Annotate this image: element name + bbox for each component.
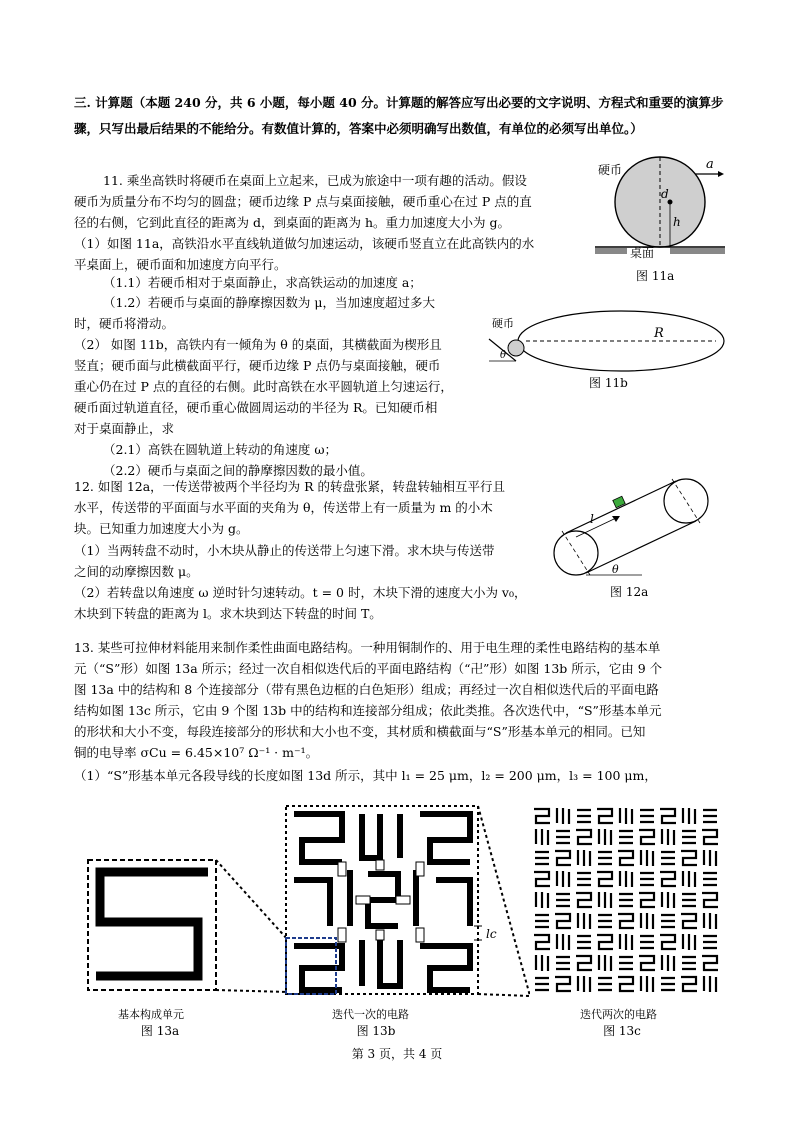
section-heading: 三. 计算题（本题 240 分，共 6 小题，每小题 40 分。计算题的解答应写出必要的文字说明、方程式和重要的演算步骤，只写出最后结果的不能给分。有数值计算的，答案中必须明确写出数值，有单位的必须写出单位。） <box>74 95 724 136</box>
fig11b-R-label: R <box>654 326 664 341</box>
fig12a-caption: 图 12a <box>610 585 649 599</box>
q13-line-5: 的形状和大小不变，每段连接部分的形状和大小也不变，其材质和横截面与“S”形基本单元的相同。已知 <box>74 724 646 739</box>
figure-11a <box>590 150 730 290</box>
q12-line-5: 之间的动摩擦因数 μ。 <box>74 564 199 579</box>
q13-line-3: 图 13a 中的结构和 8 个连接部分（带有黑色边框的白色矩形）组成；再经过一次自相似迭代后的平面电路 <box>74 682 659 697</box>
q11-part2-c: 重心仍在过 P 点的直径的右侧。此时高铁在水平圆轨道上匀速运行， <box>74 379 453 394</box>
q11-part1-a: （1）如图 11a，高铁沿水平直线轨道做匀加速运动，该硬币竖直立在此高铁内的水 <box>74 236 535 251</box>
fig11a-h-label: h <box>673 215 681 229</box>
fig11b-theta-label: θ <box>500 350 507 361</box>
fig11a-table-label: 桌面 <box>630 246 655 260</box>
q11-part12-b: 时，硬币将滑动。 <box>74 316 175 331</box>
fig11a-a-label: a <box>706 157 714 172</box>
fig12a-l-label: l <box>590 512 594 526</box>
q11-part11: （1.1）若硬币相对于桌面静止，求高铁运动的加速度 a； <box>103 275 422 290</box>
fig13a-label: 基本构成单元 <box>118 1008 184 1021</box>
fig12a-theta-label: θ <box>612 563 619 576</box>
q12-line-7: 木块到下转盘的距离为 l。求木块到达下转盘的时间 T。 <box>74 606 382 621</box>
q13-line-4: 结构如图 13c 所示，它由 9 个图 13b 中的结构和连接部分组成；依此类推。各次迭代中，“S”形基本单元 <box>74 703 662 718</box>
fig12a-belt-bottom <box>586 521 696 573</box>
figure-11b <box>486 305 736 395</box>
q13-line-6: 铜的电导率 σCu = 6.45×10⁷ Ω⁻¹ · m⁻¹。 <box>74 745 319 760</box>
q12-line-4: （1）当两转盘不动时，小木块从静止的传送带上匀速下滑。求木块与传送带 <box>74 543 495 558</box>
q13-line-1: 13. 某些可拉伸材料能用来制作柔性曲面电路结构。一种用铜制作的、用于电生理的柔性电路结构的基本单 <box>74 640 661 655</box>
q13-line-2: 元（“S”形）如图 13a 所示；经过一次自相似迭代后的平面电路结构（“卍”形）如图 13b 所示，它由 9 个 <box>74 661 663 676</box>
figure-12a <box>542 475 722 600</box>
fig12a-upper-pulley <box>664 479 708 523</box>
fig12a-lower-pulley <box>554 531 598 575</box>
q11-part2-b: 竖直；硬币面与此横截面平行，硬币边缘 P 点仍与桌面接触，硬币 <box>74 358 441 373</box>
fig13c-label: 迭代两次的电路 <box>580 1008 657 1021</box>
q12-line-3: 块。已知重力加速度大小为 g。 <box>74 521 249 536</box>
q11-intro-2: 硬币为质量分布不均匀的圆盘；硬币边缘 P 点与桌面接触，硬币重心在过 P 点的直 <box>74 194 532 209</box>
q11-part21: （2.1）高铁在圆轨道上转动的角速度 ω； <box>103 442 338 457</box>
page-footer: 第 3 页，共 4 页 <box>351 1047 443 1061</box>
fig11b-coin <box>508 340 524 356</box>
fig11a-coin-label: 硬币 <box>598 163 623 177</box>
q11-intro-3: 径的右侧，它到此直径的距离为 d，到桌面的距离为 h。重力加速度大小为 g。 <box>74 215 510 230</box>
fig11a-d-label: d <box>661 187 669 201</box>
fig11b-coin-label: 硬币 <box>492 317 514 330</box>
fig13c-caption: 图 13c <box>603 1024 641 1038</box>
fig11a-caption: 图 11a <box>636 269 675 283</box>
fig13b-label: 迭代一次的电路 <box>332 1008 409 1021</box>
q12-line-6: （2）若转盘以角速度 ω 逆时针匀速转动。t = 0 时，木块下滑的速度大小为 v₀， <box>74 585 527 600</box>
figure-13 <box>80 800 730 1021</box>
fig12a-belt-top <box>566 481 676 533</box>
q11-part2-d: 硬币面过轨道直径，硬币重心做圆周运动的半径为 R。已知硬币相 <box>74 400 438 415</box>
q13-line-7: （1）“S”形基本单元各段导线的长度如图 13d 所示，其中 l₁ = 25 μm，l₂ = 200 μm，l₃ = 100 μm， <box>74 768 657 783</box>
q12-line-2: 水平，传送带的平面面与水平面的夹角为 θ，传送带上有一质量为 m 的小木 <box>74 500 493 515</box>
q12-line-1: 12. 如图 12a，一传送带被两个半径均为 R 的转盘张紧，转盘转轴相互平行且 <box>74 479 506 494</box>
fig13b-lc-label: lc <box>486 927 497 941</box>
q11-intro-1: 11. 乘坐高铁时将硬币在桌面上立起来，已成为旅途中一项有趣的活动。假设 <box>103 173 527 188</box>
fig11b-caption: 图 11b <box>589 376 628 390</box>
fig13a-caption: 图 13a <box>140 1024 180 1038</box>
q11-part12-a: （1.2）若硬币与桌面的静摩擦因数为 μ，当加速度超过多大 <box>103 295 435 310</box>
q11-part1-b: 平桌面上，硬币面和加速度方向平行。 <box>74 257 287 272</box>
q11-part2-e: 对于桌面静止，求 <box>74 421 175 436</box>
q11-part2-a: （2） 如图 11b，高铁内有一倾角为 θ 的桌面，其横截面为楔形且 <box>74 337 442 352</box>
fig13b-caption: 图 13b <box>356 1024 396 1038</box>
q11-part22: （2.2）硬币与桌面之间的静摩擦因数的最小值。 <box>103 463 373 478</box>
